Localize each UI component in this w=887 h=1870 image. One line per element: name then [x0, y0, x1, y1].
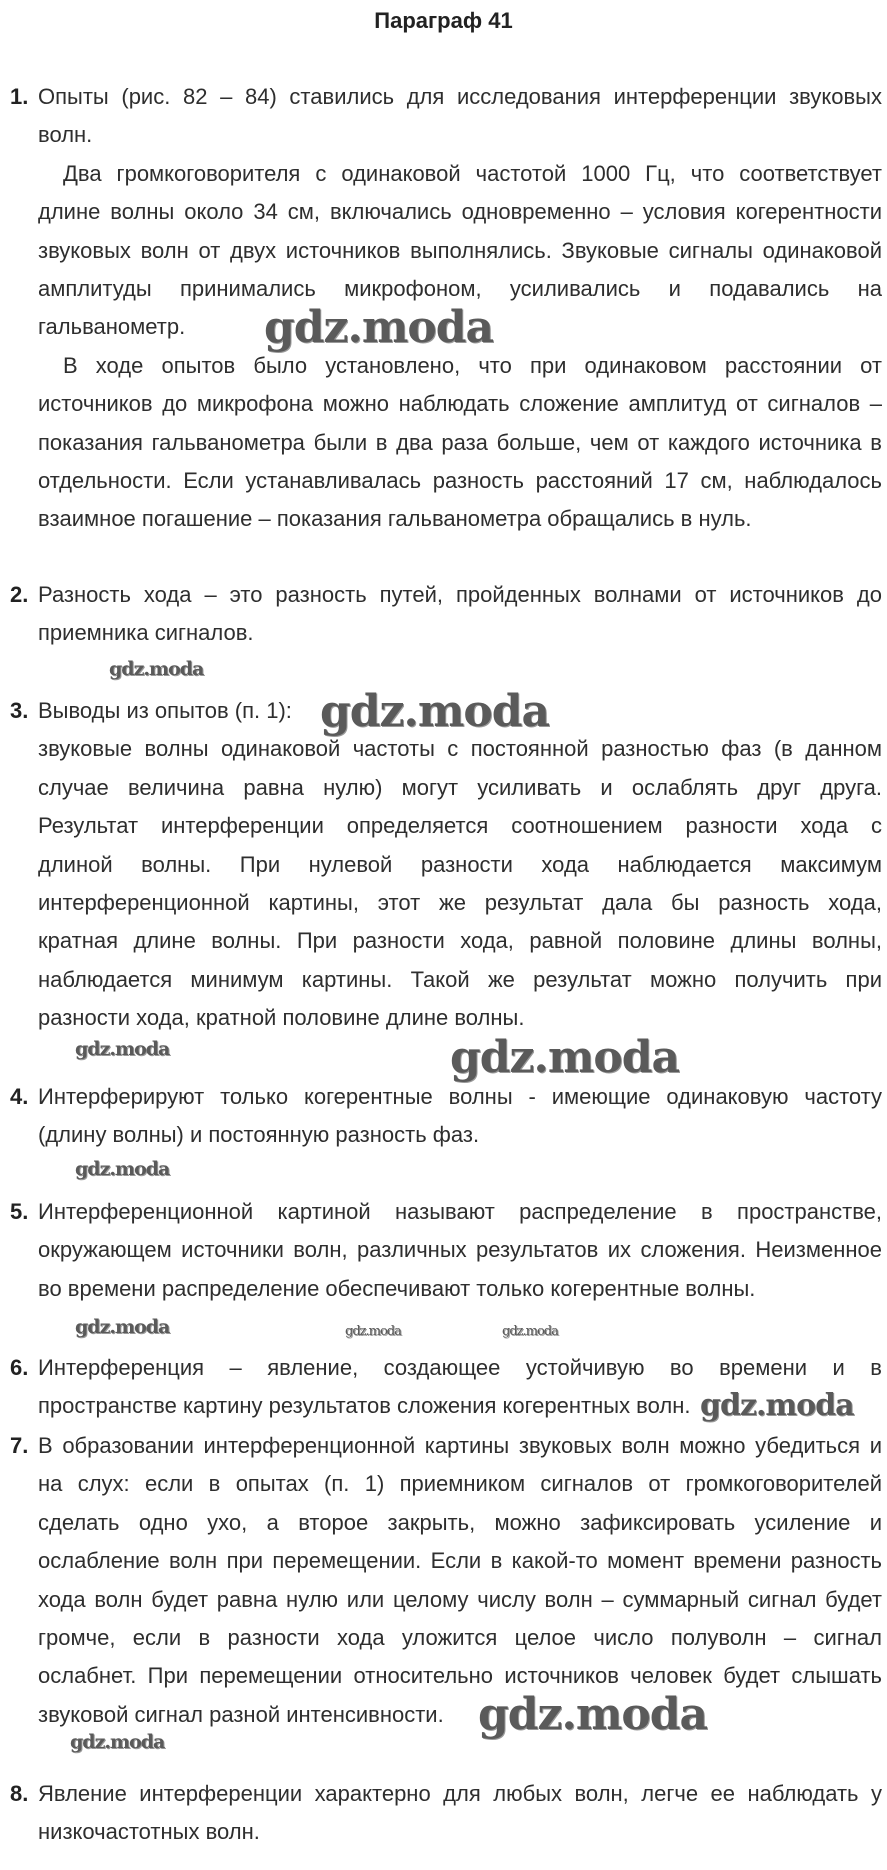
text-line: гальванометр. — [38, 314, 186, 340]
text-line: амплитуды принимались микрофоном, усиливались и подавались на — [38, 276, 882, 301]
text-line: во времени распределение обеспечивают только когерентные волны. — [38, 1275, 756, 1301]
text-line: звуковых волн от двух источников выполнялись. Звуковые сигналы одинаковой — [38, 237, 882, 263]
item-number: 7. — [10, 1433, 29, 1458]
text-line: кратная длине волны. При разности хода, равной половине длины волны, — [38, 928, 882, 954]
watermark: gdz.moda — [320, 686, 550, 737]
watermark: gdz.moda — [75, 1316, 170, 1338]
watermark: gdz.moda — [478, 1689, 708, 1740]
text-line: звуковой сигнал разной интенсивности. — [38, 1701, 444, 1727]
item-number: 5. — [10, 1199, 29, 1224]
text-line: источников до микрофона можно наблюдать сложение амплитуд от сигналов – — [38, 391, 882, 417]
text-line: окружающем источники волн, различных результатов их сложения. Неизменное — [38, 1237, 882, 1263]
text-line: ослабнет. При перемещении относительно источников человек будет слышать — [38, 1663, 882, 1689]
text-line: Явление интерференции характерно для любых волн, легче ее наблюдать у — [38, 1781, 882, 1806]
text-line: разности хода, кратной половине длине волны. — [38, 1005, 525, 1031]
text-line: на слух: если в опытах (п. 1) приемником сигналов от громкоговорителей — [38, 1471, 882, 1497]
item-number: 2. — [10, 582, 29, 607]
text-line: В ходе опытов было установлено, что при одинаковом расстоянии от — [63, 352, 882, 378]
watermark: gdz.moda — [264, 302, 494, 353]
text-line: длине волны около 34 см, включались одновременно – условия когерентности — [38, 199, 882, 225]
page-title: Параграф 41 — [374, 8, 513, 33]
watermark: gdz.moda — [70, 1731, 165, 1753]
text-line: наблюдается минимум картины. Такой же результат можно получить при — [38, 966, 882, 992]
text-line: взаимное погашение – показания гальванометра обращались в нуль. — [38, 506, 752, 532]
text-line: длиной волны. При нулевой разности хода наблюдается максимум — [38, 851, 882, 877]
watermark: gdz.moda — [700, 1388, 854, 1423]
text-line: отдельности. Если устанавливалась разность расстояний 17 см, наблюдалось — [38, 468, 882, 493]
text-line: громче, если в разности хода уложится целое число полуволн – сигнал — [38, 1625, 882, 1650]
item-number: 8. — [10, 1781, 29, 1806]
item-number: 6. — [10, 1355, 29, 1380]
item-number: 1. — [10, 84, 29, 109]
watermark: gdz.moda — [345, 1324, 401, 1339]
text-line: низкочастотных волн. — [38, 1819, 260, 1845]
text-line: Интерференционной картиной называют распределение в пространстве, — [38, 1199, 882, 1224]
text-line: Два громкоговорителя с одинаковой частотой 1000 Гц, что соответствует — [63, 160, 882, 186]
text-line: приемника сигналов. — [38, 620, 254, 646]
watermark: gdz.moda — [109, 658, 204, 680]
text-line: хода волн будет равна нулю или целому числу волн – суммарный сигнал будет — [38, 1586, 882, 1612]
watermark: gdz.moda — [450, 1032, 680, 1083]
text-line: Результат интерференции определяется соотношением разности хода с — [38, 813, 882, 839]
item-number: 4. — [10, 1084, 29, 1109]
text-line: (длину волны) и постоянную разность фаз. — [38, 1122, 480, 1148]
watermark: gdz.moda — [75, 1158, 170, 1180]
text-line: волн. — [38, 122, 93, 148]
text-line: Опыты (рис. 82 – 84) ставились для исследования интерференции звуковых — [38, 84, 882, 109]
text-line: Интерференция – явление, создающее устойчивую во времени и в — [38, 1355, 882, 1380]
text-line: показания гальванометра были в два раза больше, чем от каждого источника в — [38, 429, 882, 455]
text-line: случае величина равна нулю) могут усиливать и ослаблять друг друга. — [38, 774, 882, 800]
text-line: В образовании интерференционной картины звуковых волн можно убедиться и — [38, 1433, 882, 1458]
text-line: звуковые волны одинаковой частоты с постоянной разностью фаз (в данном — [38, 736, 882, 762]
watermark: gdz.moda — [502, 1324, 558, 1339]
item-number: 3. — [10, 698, 29, 723]
watermark: gdz.moda — [75, 1038, 170, 1060]
text-line: ослабление волн при перемещении. Если в какой-то момент времени разность — [38, 1548, 882, 1574]
text-line: интерференционной картины, этот же результат дала бы разность хода, — [38, 890, 882, 915]
text-line: сделать одно ухо, а второе закрыть, можно зафиксировать усиление и — [38, 1509, 882, 1535]
text-line: Интерферируют только когерентные волны - имеющие одинаковую частоту — [38, 1084, 882, 1109]
text-line: Выводы из опытов (п. 1): — [38, 698, 292, 723]
text-line: пространстве картину результатов сложения когерентных волн. — [38, 1393, 691, 1419]
text-line: Разность хода – это разность путей, пройденных волнами от источников до — [38, 582, 882, 607]
